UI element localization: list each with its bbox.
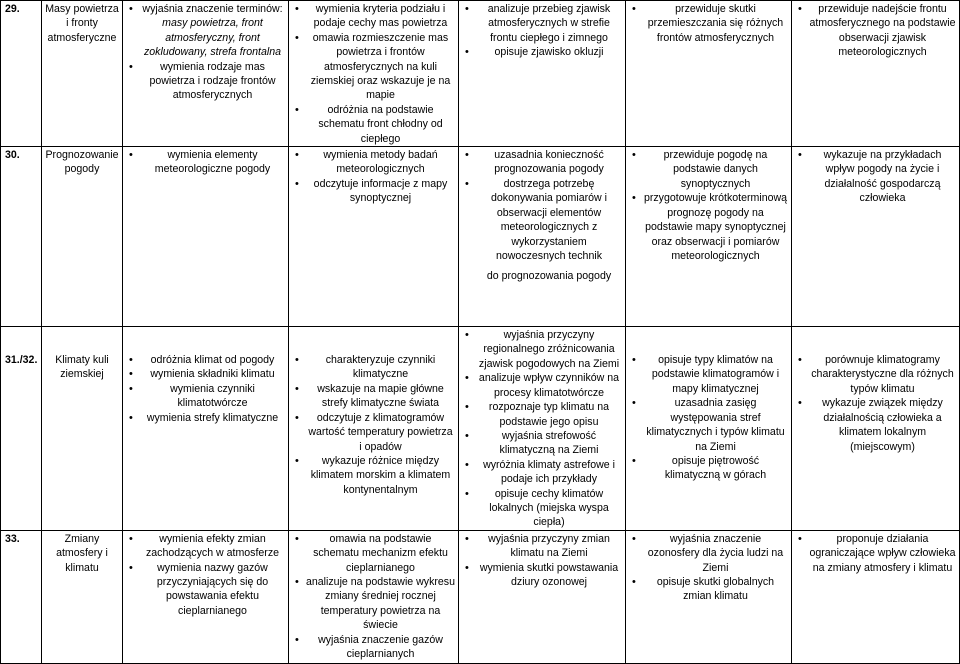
list-item: • opisuje zjawisko okluzji bbox=[476, 45, 622, 59]
list-item: • wykazuje na przykładach wpływ pogody na życie i działalność gospodarczą człowieka bbox=[809, 148, 956, 206]
list-item: • wymienia strefy klimatyczne bbox=[140, 411, 285, 425]
list-item: • proponuje działania ograniczające wpływ człowieka na zmiany atmosfery i klimatu bbox=[809, 532, 956, 575]
item-text: • wyjaśnia znaczenie terminów: bbox=[142, 3, 283, 15]
lesson-topic: Prognozowanie pogody bbox=[42, 147, 123, 327]
list-item: • wskazuje na mapie główne strefy klimatyczne świata bbox=[306, 382, 455, 411]
list-item: • przewiduje skutki przemieszczania się różnych frontów atmosferycznych bbox=[643, 2, 788, 45]
list-item: • opisuje typy klimatów na podstawie klimatogramów i mapy klimatycznej bbox=[643, 353, 788, 396]
requirements-excellent bbox=[792, 147, 960, 327]
list-item: • analizuje przebieg zjawisk atmosferycznych w strefie frontu ciepłego i zimnego bbox=[476, 2, 622, 45]
requirements-advanced bbox=[626, 530, 792, 663]
list-item: • charakteryzuje czynniki klimatyczne bbox=[306, 353, 455, 382]
list-item: • analizuje wpływ czynników na procesy klimatotwórcze bbox=[476, 371, 622, 400]
list-item: • uzasadnia zasięg występowania stref klimatycznych i typów klimatu na Ziemi bbox=[643, 396, 788, 454]
requirements-advanced bbox=[626, 147, 792, 327]
requirements-excellent bbox=[792, 327, 960, 531]
requirements-basic bbox=[123, 327, 289, 531]
list-item: • opisuje cechy klimatów lokalnych (miejska wyspa ciepła) bbox=[476, 487, 622, 530]
list-item: • odróżnia klimat od pogody bbox=[140, 353, 285, 367]
requirements-basic bbox=[123, 1, 289, 147]
table-row bbox=[1, 1, 960, 147]
list-item: • przygotowuje krótkoterminową prognozę pogody na podstawie mapy synoptycznej oraz obserwacji i pomiarów meteorologicznych bbox=[643, 191, 788, 263]
list-item: • wymienia rodzaje mas powietrza i rodzaje frontów atmosferycznych bbox=[140, 60, 285, 103]
requirements-excellent bbox=[792, 1, 960, 147]
list-item: • wymienia kryteria podziału i podaje cechy mas powietrza bbox=[306, 2, 455, 31]
list-item-continuation: do prognozowania pogody bbox=[486, 270, 612, 283]
item-text-italic: masy powietrza, front atmosferyczny, front zokludowany, strefa frontalna bbox=[143, 17, 281, 59]
requirements-complex bbox=[459, 327, 626, 531]
list-item: • porównuje klimatogramy charakterystyczne dla różnych typów klimatu bbox=[809, 353, 956, 396]
list-item: • wyjaśnia strefowość klimatyczną na Ziemi bbox=[476, 429, 622, 458]
lesson-topic: Masy powietrza i fronty atmosferyczne bbox=[42, 1, 123, 147]
list-item: • wyjaśnia znaczenie gazów cieplarnianych bbox=[306, 633, 455, 662]
list-item: • wykazuje związek między działalnością człowieka a klimatem lokalnym (miejscowym) bbox=[809, 396, 956, 454]
list-item: • uzasadnia konieczność prognozowania pogody bbox=[476, 148, 622, 177]
lesson-number: 29. bbox=[1, 1, 42, 147]
lesson-number: 33. bbox=[1, 530, 42, 663]
list-item: • rozpoznaje typ klimatu na podstawie jego opisu bbox=[476, 400, 622, 429]
list-item: • wyjaśnia znaczenie ozonosfery dla życia ludzi na Ziemi bbox=[643, 532, 788, 575]
list-item: • wykazuje różnice między klimatem morskim a klimatem kontynentalnym bbox=[306, 454, 455, 497]
requirements-extended bbox=[289, 1, 459, 147]
requirements-advanced bbox=[626, 327, 792, 531]
requirements-basic bbox=[123, 147, 289, 327]
list-item: • przewiduje nadejście frontu atmosferycznego na podstawie obserwacji zjawisk meteorologicznych bbox=[809, 2, 956, 60]
list-item: • opisuje piętrowość klimatyczną w górach bbox=[643, 454, 788, 483]
requirements-extended bbox=[289, 147, 459, 327]
requirements-extended bbox=[289, 327, 459, 531]
list-item: • wyjaśnia przyczyny regionalnego zróżnicowania zjawisk pogodowych na Ziemi bbox=[476, 328, 622, 371]
requirements-complex bbox=[459, 1, 626, 147]
table-row bbox=[1, 327, 960, 531]
list-item: • przewiduje pogodę na podstawie danych synoptycznych bbox=[643, 148, 788, 191]
lesson-number: 30. bbox=[1, 147, 42, 327]
list-item: • odróżnia na podstawie schematu front chłodny od ciepłego bbox=[306, 103, 455, 146]
list-item: • wymienia składniki klimatu bbox=[140, 367, 285, 381]
lesson-topic: Klimaty kuli ziemskiej bbox=[42, 327, 123, 531]
requirements-advanced bbox=[626, 1, 792, 147]
requirements-basic bbox=[123, 530, 289, 663]
list-item: • wymienia metody badań meteorologicznych bbox=[306, 148, 455, 177]
list-item: • odczytuje z klimatogramów wartość temperatury powietrza i opadów bbox=[306, 411, 455, 454]
requirements-excellent bbox=[792, 530, 960, 663]
requirements-extended bbox=[289, 530, 459, 663]
list-item: • wyróżnia klimaty astrefowe i podaje ich przykłady bbox=[476, 458, 622, 487]
table-row bbox=[1, 530, 960, 663]
list-item: • wymienia elementy meteorologiczne pogody bbox=[140, 148, 285, 177]
list-item: • wyjaśnia przyczyny zmian klimatu na Ziemi bbox=[476, 532, 622, 561]
list-item: • analizuje na podstawie wykresu zmiany średniej rocznej temperatury powietrza na świecie bbox=[306, 575, 455, 633]
lesson-topic: Zmiany atmosfery i klimatu bbox=[42, 530, 123, 663]
list-item: • omawia rozmieszczenie mas powietrza i frontów atmosferycznych na kuli ziemskiej oraz wskazuje je na mapie bbox=[306, 31, 455, 103]
lesson-number: 31./32. bbox=[1, 327, 42, 531]
list-item: • omawia na podstawie schematu mechanizm efektu cieplarnianego bbox=[306, 532, 455, 575]
requirements-complex bbox=[459, 147, 626, 327]
list-item: • dostrzega potrzebę dokonywania pomiarów i obserwacji elementów meteorologicznych z wykorzystaniem nowoczesnych technik bbox=[476, 177, 622, 263]
list-item bbox=[140, 2, 285, 60]
table-row bbox=[1, 147, 960, 327]
list-item: • wymienia nazwy gazów przyczyniających się do powstawania efektu cieplarnianego bbox=[140, 561, 285, 619]
list-item: • opisuje skutki globalnych zmian klimatu bbox=[643, 575, 788, 604]
list-item: • odczytuje informacje z mapy synoptycznej bbox=[306, 177, 455, 206]
list-item: • wymienia efekty zmian zachodzących w atmosferze bbox=[140, 532, 285, 561]
requirements-complex bbox=[459, 530, 626, 663]
list-item: • wymienia skutki powstawania dziury ozonowej bbox=[476, 561, 622, 590]
list-item: • wymienia czynniki klimatotwórcze bbox=[140, 382, 285, 411]
